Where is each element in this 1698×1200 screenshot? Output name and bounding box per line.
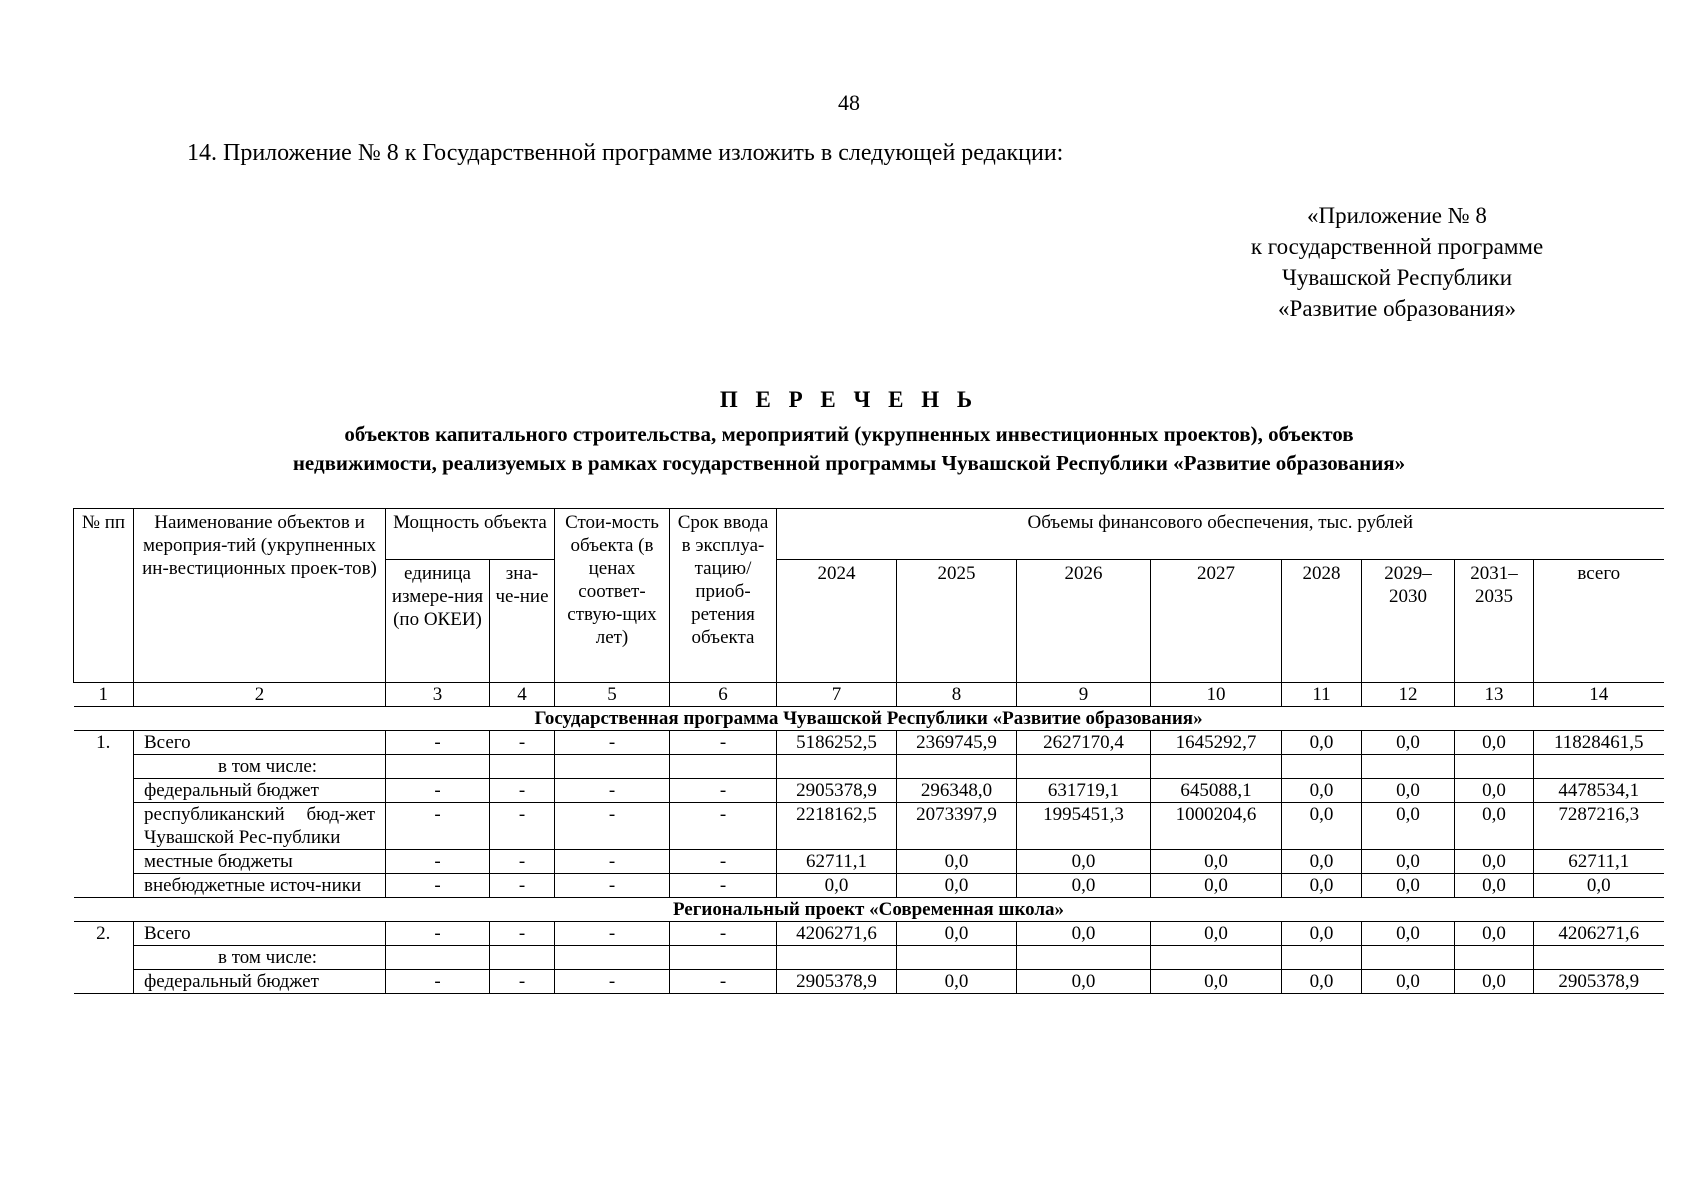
cell: -	[490, 922, 555, 946]
table-row	[74, 779, 1664, 803]
header-total: всего	[1534, 560, 1664, 683]
col-number: 14	[1534, 683, 1664, 707]
table-row	[74, 803, 1664, 850]
cell-total: 2905378,9	[1534, 970, 1664, 994]
cell: 0,0	[1282, 803, 1362, 850]
cell: 0,0	[897, 850, 1017, 874]
cell: 0,0	[1017, 850, 1151, 874]
cell: -	[670, 731, 777, 755]
cell: 0,0	[1362, 731, 1455, 755]
header-cost: Стои-мость объекта (в ценах соответ-ствую-щих лет)	[555, 509, 670, 683]
cell: 631719,1	[1017, 779, 1151, 803]
cell: -	[386, 779, 490, 803]
cell: -	[555, 922, 670, 946]
cell: 0,0	[1455, 779, 1534, 803]
page-number: 48	[838, 90, 860, 115]
row-name: федеральный бюджет	[134, 779, 386, 803]
cell-total: 7287216,3	[1534, 803, 1664, 850]
subtitle-line-1: объектов капитального строительства, мероприятий (укрупненных инвестиционных проектов), объектов	[344, 422, 1354, 446]
cell: 2627170,4	[1017, 731, 1151, 755]
cell: 0,0	[1282, 970, 1362, 994]
document-subtitle	[0, 420, 1698, 478]
header-year-2025: 2025	[897, 560, 1017, 683]
row-name: местные бюджеты	[134, 850, 386, 874]
cell: -	[555, 874, 670, 898]
cell: -	[386, 803, 490, 850]
header-year-2027: 2027	[1151, 560, 1282, 683]
col-number: 3	[386, 683, 490, 707]
col-number: 12	[1362, 683, 1455, 707]
column-numbers-row	[74, 683, 1664, 707]
header-funding: Объемы финансового обеспечения, тыс. рублей	[777, 509, 1664, 560]
col-number: 10	[1151, 683, 1282, 707]
row-name: внебюджетные источ-ники	[134, 874, 386, 898]
row-name: Всего	[134, 922, 386, 946]
section-heading-row	[74, 898, 1664, 922]
cell: 0,0	[897, 970, 1017, 994]
cell: -	[490, 874, 555, 898]
cell: 0,0	[1282, 850, 1362, 874]
cell: 0,0	[1151, 850, 1282, 874]
cell: -	[386, 922, 490, 946]
cell: -	[490, 779, 555, 803]
table-row	[74, 922, 1664, 946]
header-name: Наименование объектов и мероприя-тий (укрупненных ин-вестиционных проек-тов)	[134, 509, 386, 683]
cell: 1645292,7	[1151, 731, 1282, 755]
col-number: 5	[555, 683, 670, 707]
funding-table	[73, 508, 1664, 994]
cell: 0,0	[1455, 970, 1534, 994]
cell: -	[386, 874, 490, 898]
cell: 5186252,5	[777, 731, 897, 755]
table-row	[74, 850, 1664, 874]
header-year-2024: 2024	[777, 560, 897, 683]
intro-text: 14. Приложение № 8 к Государственной программе изложить в следующей редакции:	[187, 140, 1064, 166]
cell: -	[555, 803, 670, 850]
col-number: 6	[670, 683, 777, 707]
cell: 0,0	[1017, 874, 1151, 898]
row-number: 1.	[74, 731, 134, 898]
cell: -	[670, 922, 777, 946]
section-heading-row	[74, 707, 1664, 731]
appendix-line-4: «Развитие образования»	[1278, 296, 1516, 321]
cell: 1000204,6	[1151, 803, 1282, 850]
cell: 0,0	[1455, 922, 1534, 946]
appendix-line-1: «Приложение № 8	[1307, 203, 1487, 228]
cell: 0,0	[1362, 803, 1455, 850]
header-year-2028: 2028	[1282, 560, 1362, 683]
col-number: 9	[1017, 683, 1151, 707]
cell: 0,0	[1455, 874, 1534, 898]
header-no: № пп	[74, 509, 134, 683]
cell-total: 4206271,6	[1534, 922, 1664, 946]
cell: 0,0	[1282, 874, 1362, 898]
table-header-row-1	[74, 509, 1664, 560]
cell: -	[670, 874, 777, 898]
col-number: 7	[777, 683, 897, 707]
cell: 0,0	[1362, 850, 1455, 874]
cell: 0,0	[1455, 731, 1534, 755]
cell: 4206271,6	[777, 922, 897, 946]
header-year-2031-2035: 2031–2035	[1455, 560, 1534, 683]
subtitle-line-2: недвижимости, реализуемых в рамках государственной программы Чувашской Республики «Развитие образования»	[292, 451, 1406, 475]
cell: -	[670, 970, 777, 994]
cell: -	[386, 850, 490, 874]
cell-total: 4478534,1	[1534, 779, 1664, 803]
cell: 0,0	[1151, 874, 1282, 898]
cell: -	[555, 850, 670, 874]
header-value: зна-че-ние	[490, 560, 555, 683]
row-name: в том числе:	[134, 755, 386, 779]
cell-total: 0,0	[1534, 874, 1664, 898]
cell: 0,0	[1151, 970, 1282, 994]
cell: 0,0	[1362, 970, 1455, 994]
appendix-line-2: к государственной программе	[1250, 234, 1544, 259]
cell: 0,0	[1282, 779, 1362, 803]
col-number: 2	[134, 683, 386, 707]
row-name: республиканский бюд-жет Чувашской Рес-публики	[134, 803, 386, 850]
appendix-line-3: Чувашской Республики	[1281, 265, 1513, 290]
col-number: 13	[1455, 683, 1534, 707]
cell: 0,0	[1455, 803, 1534, 850]
cell: 0,0	[1151, 922, 1282, 946]
cell: -	[670, 850, 777, 874]
cell: -	[555, 970, 670, 994]
row-name: федеральный бюджет	[134, 970, 386, 994]
header-term: Срок ввода в эксплуа-тацию/ приоб-ретения объекта	[670, 509, 777, 683]
table-row	[74, 970, 1664, 994]
table-row	[74, 946, 1664, 970]
cell: 0,0	[897, 922, 1017, 946]
header-capacity: Мощность объекта	[386, 509, 555, 560]
cell: -	[555, 779, 670, 803]
cell: 0,0	[1362, 874, 1455, 898]
cell: -	[490, 970, 555, 994]
cell: 2905378,9	[777, 970, 897, 994]
row-number: 2.	[74, 922, 134, 994]
cell: 0,0	[1017, 922, 1151, 946]
table-row	[74, 874, 1664, 898]
cell: 62711,1	[777, 850, 897, 874]
header-year-2029-2030: 2029–2030	[1362, 560, 1455, 683]
col-number: 8	[897, 683, 1017, 707]
cell: 0,0	[1362, 922, 1455, 946]
row-name: в том числе:	[134, 946, 386, 970]
col-number: 11	[1282, 683, 1362, 707]
cell: 2369745,9	[897, 731, 1017, 755]
cell: 0,0	[1362, 779, 1455, 803]
cell: 645088,1	[1151, 779, 1282, 803]
cell: 0,0	[1282, 731, 1362, 755]
appendix-reference	[1232, 200, 1562, 324]
col-number: 4	[490, 683, 555, 707]
cell: 2905378,9	[777, 779, 897, 803]
cell: 0,0	[1017, 970, 1151, 994]
cell: 2073397,9	[897, 803, 1017, 850]
cell: 2218162,5	[777, 803, 897, 850]
cell: 0,0	[777, 874, 897, 898]
cell: -	[490, 731, 555, 755]
table-row	[74, 731, 1664, 755]
document-title: П Е Р Е Ч Е Н Ь	[719, 387, 979, 412]
cell: -	[555, 731, 670, 755]
cell: 296348,0	[897, 779, 1017, 803]
cell: -	[670, 803, 777, 850]
cell-total: 62711,1	[1534, 850, 1664, 874]
cell: -	[490, 850, 555, 874]
table-row	[74, 755, 1664, 779]
cell: 1995451,3	[1017, 803, 1151, 850]
cell: 0,0	[897, 874, 1017, 898]
cell: -	[386, 970, 490, 994]
cell: 0,0	[1282, 922, 1362, 946]
section-title: Региональный проект «Современная школа»	[74, 898, 1664, 922]
col-number: 1	[74, 683, 134, 707]
cell: -	[386, 731, 490, 755]
header-unit: единица измере-ния (по ОКЕИ)	[386, 560, 490, 683]
header-year-2026: 2026	[1017, 560, 1151, 683]
cell: -	[670, 779, 777, 803]
cell-total: 11828461,5	[1534, 731, 1664, 755]
cell: 0,0	[1455, 850, 1534, 874]
cell: -	[490, 803, 555, 850]
section-title: Государственная программа Чувашской Республики «Развитие образования»	[74, 707, 1664, 731]
row-name: Всего	[134, 731, 386, 755]
